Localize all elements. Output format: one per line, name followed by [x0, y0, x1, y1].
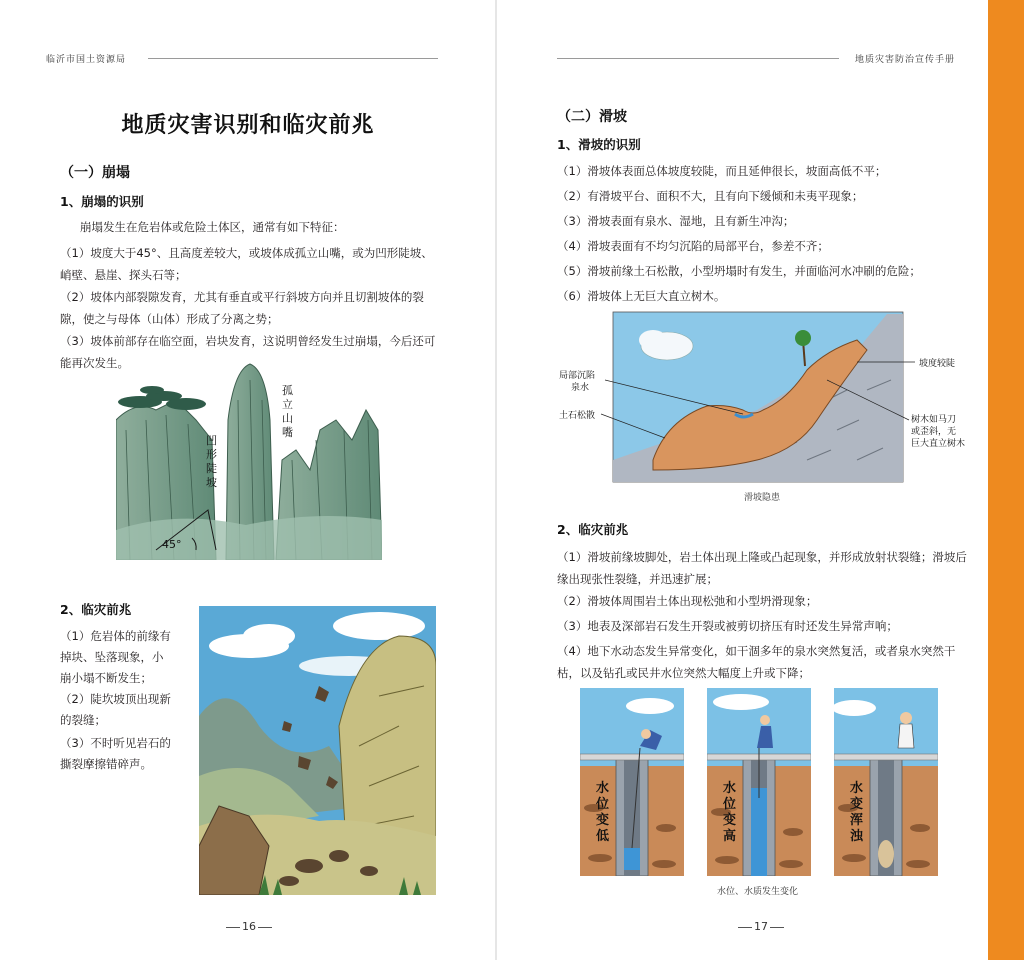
page-number-right: 17 [736, 920, 786, 933]
landslide-feature-6: （6）滑坡体上无巨大直立树木。 [557, 289, 726, 303]
label-tree-1: 树木如马刀 [911, 415, 957, 425]
svg-text:水: 水 [723, 781, 737, 796]
svg-text:变: 变 [850, 797, 864, 812]
landslide-feature-3: （3）滑坡表面有泉水、湿地，且有新生冲沟； [557, 214, 795, 228]
collapse-warning-2: （2）陡坎坡顶出现新的裂缝； [60, 692, 171, 727]
label-loose-soil: 土石松散 [559, 411, 596, 421]
svg-text:变: 变 [596, 813, 610, 828]
landslide-warning-2: （2）滑坡体周围岩土体出现松弛和小型坍滑现象； [557, 594, 818, 608]
svg-text:形: 形 [206, 448, 217, 461]
svg-text:低: 低 [596, 829, 610, 844]
landslide-hazard-diagram [557, 310, 977, 500]
svg-text:立: 立 [282, 398, 293, 411]
svg-text:陡: 陡 [206, 462, 217, 475]
collapse-warning-subtitle: 2、临灾前兆 [60, 602, 132, 617]
orange-page-edge [988, 0, 1024, 960]
collapse-feature-1: （1）坡度大于45°、且高度差较大，或坡体成孤立山嘴，或为凹形陡坡、峭壁、悬崖、探头石等； [60, 246, 433, 282]
landslide-feature-5: （5）滑坡前缘土石松散，小型坍塌时有发生，并面临河水冲刷的危险； [557, 264, 921, 278]
label-spring: 泉水 [571, 383, 590, 393]
svg-text:位: 位 [596, 797, 610, 812]
svg-text:高: 高 [723, 829, 737, 844]
wells-caption: 水位、水质发生变化 [717, 887, 799, 897]
header-rule-left [148, 58, 438, 59]
landslide-feature-2: （2）有滑坡平台、面积不大，且有向下缓倾和未夷平现象； [557, 189, 864, 203]
rockfall-illustration [199, 606, 436, 895]
running-head-right: 地质灾害防治宣传手册 [855, 55, 956, 65]
page-title: 地质灾害识别和临灾前兆 [121, 113, 375, 138]
label-tree-3: 巨大直立树木 [911, 439, 966, 449]
label-steep-slope: 坡度较陡 [919, 359, 956, 369]
collapse-identification-subtitle: 1、崩塌的识别 [60, 194, 144, 209]
page-number-left: 16 [224, 920, 274, 933]
landslide-diagram-caption: 滑坡隐患 [744, 493, 781, 503]
collapse-warning-3: （3）不时听见岩石的撕裂摩擦错碎声。 [60, 736, 171, 771]
svg-text:嘴: 嘴 [282, 426, 293, 439]
collapse-feature-2: （2）坡体内部裂隙发育，尤其有垂直或平行斜坡方向并且切割坡体的裂隙，使之与母体（山体）形成了分离之势； [60, 290, 424, 326]
isolated-peak-label [282, 384, 293, 439]
concave-slope-label [206, 434, 217, 489]
landslide-warning-4: （4）地下水动态发生异常变化，如干涸多年的泉水突然复活，或者泉水突然干枯，以及钻孔或民井水位突然大幅度上升或下降； [557, 644, 956, 680]
svg-text:水: 水 [850, 781, 864, 796]
section-landslide-title: （二）滑坡 [557, 109, 627, 125]
landslide-identification-subtitle: 1、滑坡的识别 [557, 137, 641, 152]
svg-text:位: 位 [723, 797, 737, 812]
svg-text:坡: 坡 [206, 476, 217, 489]
label-tree-2: 或歪斜，无 [911, 427, 957, 437]
svg-text:孤: 孤 [282, 384, 293, 397]
angle-label: 45° [162, 538, 182, 551]
well-panel-water-drop [580, 688, 684, 876]
landslide-feature-1: （1）滑坡体表面总体坡度较陡，而且延伸很长，坡面高低不平； [557, 164, 887, 178]
collapse-warning-1: （1）危岩体的前缘有掉块、坠落现象，小崩小塌不断发生； [60, 629, 171, 685]
running-head-left: 临沂市国土资源局 [46, 55, 127, 65]
landslide-warning-1: （1）滑坡前缘坡脚处，岩土体出现上隆或凸起现象，并形成放射状裂缝；滑坡后缘出现张性裂缝，并迅速扩展； [557, 550, 967, 586]
svg-text:水: 水 [596, 781, 610, 796]
landslide-feature-4: （4）滑坡表面有不均匀沉陷的局部平台，参差不齐； [557, 239, 829, 253]
left-page [0, 0, 496, 960]
svg-text:变: 变 [723, 813, 737, 828]
label-local-sink: 局部沉陷 [559, 371, 596, 381]
right-page [497, 0, 988, 960]
svg-text:凹: 凹 [206, 434, 217, 447]
landslide-warning-subtitle: 2、临灾前兆 [557, 522, 629, 537]
landslide-warning-3: （3）地表及深部岩石发生开裂或被剪切挤压有时还发生异常声响； [557, 619, 898, 633]
svg-text:山: 山 [282, 412, 293, 425]
section-collapse-title: （一）崩塌 [60, 165, 130, 181]
well-panel-water-rise [707, 688, 811, 876]
well-panel-turbid [834, 688, 938, 876]
svg-text:浊: 浊 [850, 829, 864, 844]
header-rule-right [557, 58, 839, 59]
collapse-feature-3: （3）坡体前部存在临空面，岩块发育，这说明曾经发生过崩塌，今后还可能再次发生。 [60, 334, 436, 370]
collapse-intro: 崩塌发生在危岩体或危险土体区，通常有如下特征： [80, 220, 345, 234]
svg-text:浑: 浑 [850, 813, 864, 828]
collapse-cliff-illustration [116, 360, 382, 560]
